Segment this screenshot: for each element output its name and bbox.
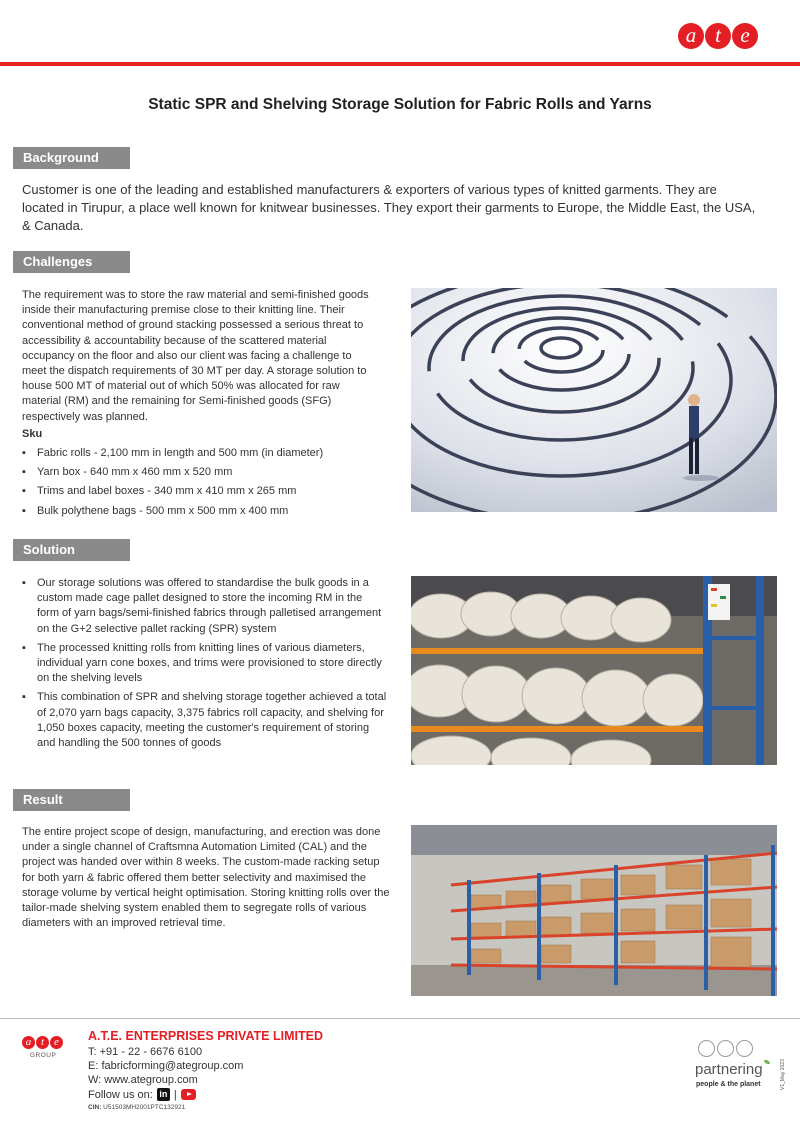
follow-us-row (88, 1088, 196, 1101)
logo-letter-a: a (22, 1036, 35, 1049)
solution-heading: Solution (13, 539, 130, 561)
warehouse-shelving-photo (411, 825, 777, 996)
footer-ate-logo (22, 1036, 63, 1049)
list-item: ▪ The processed knitting rolls from knitting lines of various diameters, individual yarn cone boxes, and trims were provisioned to store directly on the shelving levels (22, 641, 387, 687)
challenges-section (22, 288, 377, 523)
gear-icon (736, 1040, 753, 1057)
footer-divider (0, 1018, 800, 1019)
logo-letter-e: e (732, 23, 758, 49)
solution-section (22, 576, 387, 755)
version-label: V1_May 2023 (780, 1059, 786, 1090)
result-text: The entire project scope of design, manufacturing, and erection was done under a single channel of Craftsmna Automation Limited (CAL) and the project was handed over within 8 weeks. The custom-made racking setup for both yarn & fabric offered them better selectivity and maximised the storage volume by vertical height optimisation. Storing knitting rolls over the tailor-made shelving system enabled them to segregate rolls of various diameters with an improved retrieval time. (22, 826, 390, 930)
ate-logo (678, 23, 758, 49)
phone-number: T: +91 - 22 - 6676 6100 (88, 1046, 203, 1058)
solution-list (22, 576, 387, 751)
follow-us-label: Follow us on: (88, 1088, 153, 1101)
logo-letter-t: t (705, 23, 731, 49)
header-red-rule (0, 62, 800, 66)
cin-number (88, 1104, 185, 1111)
company-name: A.T.E. ENTERPRISES PRIVATE LIMITED (88, 1029, 323, 1043)
background-heading: Background (13, 147, 130, 169)
challenges-heading: Challenges (13, 251, 130, 273)
leaf-icon (764, 1060, 770, 1064)
maze-photo (411, 288, 777, 512)
sku-list (22, 446, 377, 519)
logo-letter-a: a (678, 23, 704, 49)
result-heading: Result (13, 789, 130, 811)
list-item: ▪ This combination of SPR and shelving storage together achieved a total of 2,070 yarn bags capacity, 3,375 fabrics roll capacity, and shelving for 1,050 boxes capacity, meeting the customer's requirement of storing and handling the 500 tonnes of goods (22, 690, 387, 751)
website-link[interactable]: W: www.ategroup.com (88, 1074, 198, 1086)
youtube-icon[interactable] (181, 1089, 196, 1100)
list-item: ▪ Our storage solutions was offered to standardise the bulk goods in a custom made cage pallet designed to store the incoming RM in the form of yarn bags/semi-finished fabrics through palletised arrangement on the G+2 selective pallet racking (SPR) system (22, 576, 387, 637)
list-item: ▪ Bulk polythene bags - 500 mm x 500 mm x 400 mm (22, 504, 377, 519)
fabric-rolls-rack-photo (411, 576, 777, 765)
partnering-logo-icons (698, 1040, 753, 1057)
partnering-tagline: people & the planet (696, 1081, 761, 1088)
drop-icon (717, 1040, 734, 1057)
partnering-logo-text: partnering (695, 1061, 763, 1078)
page-title: Static SPR and Shelving Storage Solution for Fabric Rolls and Yarns (148, 96, 652, 113)
list-item: ▪ Fabric rolls - 2,100 mm in length and 500 mm (in diameter) (22, 446, 377, 461)
logo-letter-t: t (36, 1036, 49, 1049)
logo-letter-e: e (50, 1036, 63, 1049)
social-separator: | (173, 1088, 177, 1101)
list-item: ▪ Yarn box - 640 mm x 460 mm x 520 mm (22, 465, 377, 480)
linkedin-icon[interactable]: in (157, 1088, 170, 1101)
list-item: ▪ Trims and label boxes - 340 mm x 410 mm x 265 mm (22, 484, 377, 499)
cin-label: CIN: (88, 1104, 102, 1111)
challenges-text: The requirement was to store the raw material and semi-finished goods inside their manufacturing premise close to their knitting line. Their conventional method of ground stacking possessed a serious threat to accessibility & accountability because of the scattered material occupancy on the floor and also our client was facing a challenge to meet the dispatch requirements of 30 MT per day. A storage solution to house 500 MT of material out of which 50% was allocated for raw material (RM) and the remaining for Semi-finished goods (SFG) respectively was planned. (22, 289, 369, 423)
email-link[interactable]: E: fabricforming@ategroup.com (88, 1060, 244, 1072)
background-text: Customer is one of the leading and established manufacturers & exporters of various types of knitted garments. They are located in Tirupur, a place well known for knitwear businesses. They export their garments to Europe, the Middle East, the USA, & Canada. (22, 182, 756, 233)
sku-label: Sku (22, 427, 43, 440)
footer-group-label: GROUP (30, 1052, 57, 1059)
cin-value: U51503MH2001PTC132921 (103, 1104, 186, 1111)
cloud-icon (698, 1040, 715, 1057)
